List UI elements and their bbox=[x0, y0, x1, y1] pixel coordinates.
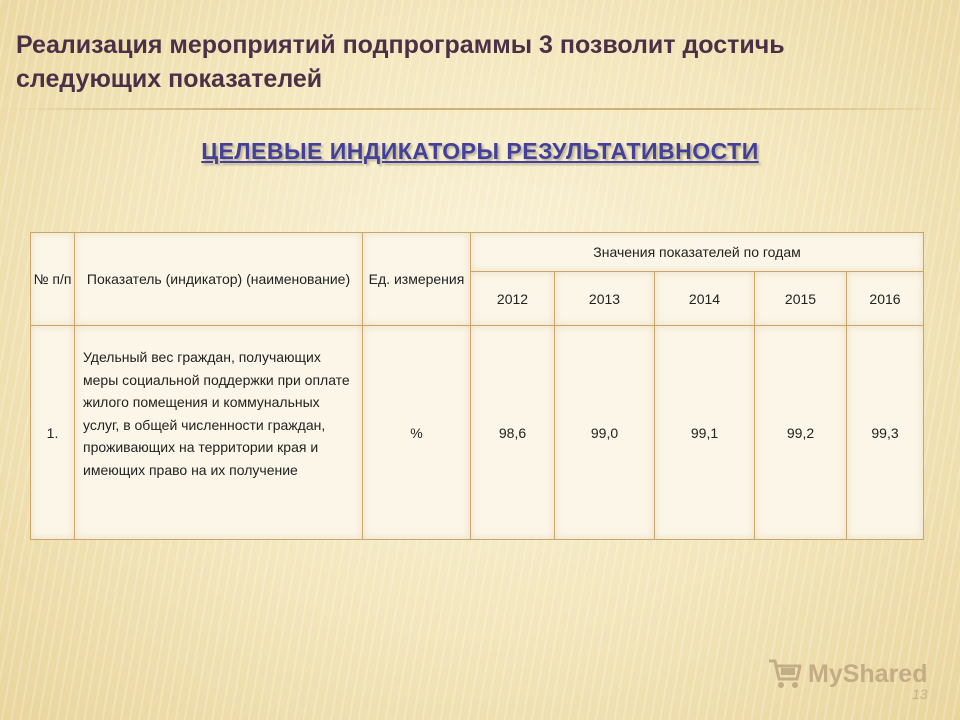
slide-subtitle: ЦЕЛЕВЫЕ ИНДИКАТОРЫ РЕЗУЛЬТАТИВНОСТИ bbox=[201, 138, 759, 164]
title-divider bbox=[0, 108, 960, 110]
table-header-row bbox=[31, 233, 924, 272]
myshared-logo[interactable] bbox=[767, 656, 927, 692]
header-year: 2012 bbox=[471, 272, 555, 326]
header-unit: Ед. измерения bbox=[363, 233, 471, 326]
header-year: 2016 bbox=[847, 272, 924, 326]
header-year: 2015 bbox=[755, 272, 847, 326]
header-year: 2013 bbox=[555, 272, 655, 326]
table-row bbox=[31, 326, 924, 540]
row-unit: % bbox=[363, 326, 471, 540]
row-number: 1. bbox=[31, 326, 75, 540]
header-number: № п/п bbox=[31, 233, 75, 326]
shopping-cart-icon bbox=[767, 657, 803, 691]
logo-text: MyShared bbox=[808, 659, 928, 688]
header-year: 2014 bbox=[655, 272, 755, 326]
header-indicator-name: Показатель (индикатор) (наименование) bbox=[75, 233, 363, 326]
row-value: 98,6 bbox=[471, 326, 555, 540]
slide-title: Реализация мероприятий подпрограммы 3 позволит достичь следующих показателей bbox=[16, 31, 785, 93]
row-value: 99,2 bbox=[755, 326, 847, 540]
row-value: 99,1 bbox=[655, 326, 755, 540]
row-value: 99,3 bbox=[847, 326, 924, 540]
page-number: 13 bbox=[912, 686, 928, 702]
header-values-by-year: Значения показателей по годам bbox=[471, 233, 924, 272]
row-value: 99,0 bbox=[555, 326, 655, 540]
row-indicator-description: Удельный вес граждан, получающих меры социальной поддержки при оплате жилого помещения и коммунальных услуг, в общей численности граждан, проживающих на территории края и имеющих право на их получение bbox=[75, 326, 363, 540]
indicators-table bbox=[30, 232, 924, 540]
